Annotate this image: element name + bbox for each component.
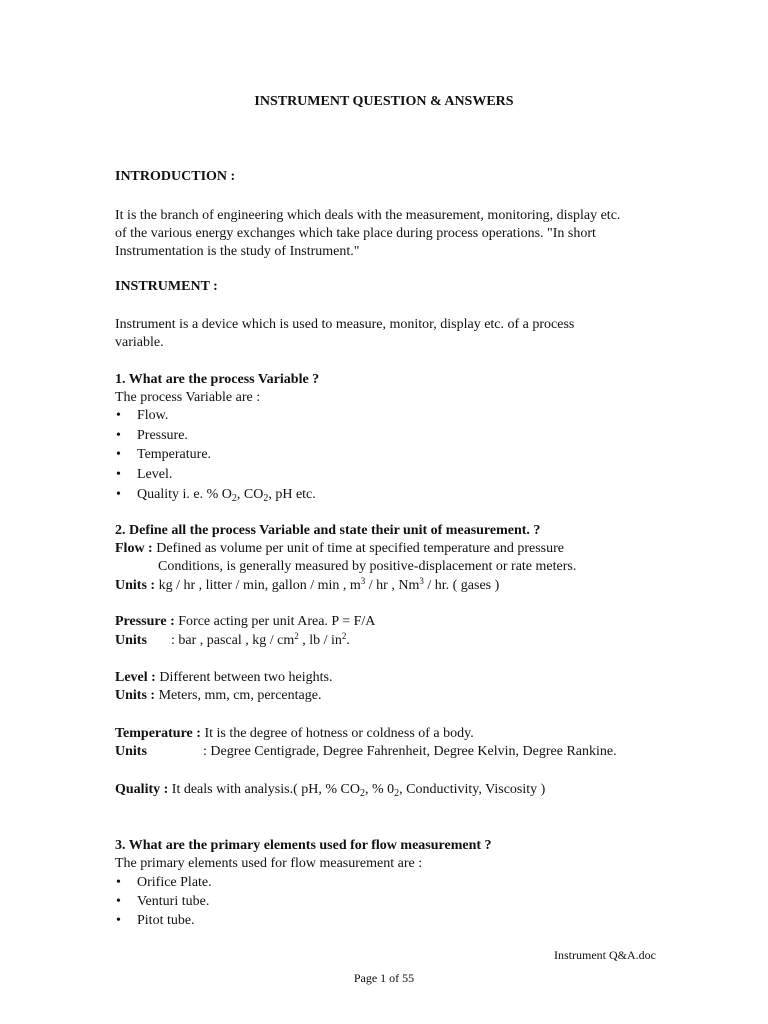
pressure-units-b: , lb / in [298, 633, 342, 648]
question-3: 3. What are the primary elements used for flow measurement ? [115, 838, 492, 853]
quality-definition [115, 781, 545, 799]
flow-definition-cont: Conditions, is generally measured by positive-displacement or rate meters. [158, 559, 577, 574]
bullet-icon: • [116, 875, 121, 890]
question-2: 2. Define all the process Variable and state their unit of measurement. ? [115, 523, 541, 538]
list-item: Venturi tube. [137, 894, 210, 909]
subscript: 2 [394, 788, 400, 799]
flow-units-label: Units : [115, 578, 156, 593]
q1-lead: The process Variable are : [115, 390, 261, 405]
instrument-line: Instrument is a device which is used to measure, monitor, display etc. of a process [115, 317, 575, 332]
instrument-line: variable. [115, 335, 164, 350]
bullet-icon: • [116, 913, 121, 928]
bullet-icon: • [116, 467, 121, 482]
list-item: Level. [137, 467, 173, 482]
bullet-icon: • [116, 428, 121, 443]
quality-label: Quality : [115, 782, 169, 797]
pressure-text: Force acting per unit Area. P = F/A [174, 614, 376, 629]
list-item: Temperature. [137, 447, 212, 462]
temperature-label: Temperature : [115, 726, 201, 741]
quality-mid: , CO [236, 487, 264, 502]
document-title: INSTRUMENT QUESTION & ANSWERS [254, 94, 514, 109]
temperature-text: It is the degree of hotness or coldness of a body. [200, 726, 474, 741]
level-units [115, 687, 321, 705]
bullet-icon: • [116, 894, 121, 909]
temperature-definition [115, 725, 474, 743]
subscript: 2 [359, 788, 365, 799]
level-text: Different between two heights. [155, 670, 333, 685]
temperature-units: : Degree Centigrade, Degree Fahrenheit, Degree Kelvin, Degree Rankine. [203, 744, 617, 759]
level-units-text: Meters, mm, cm, percentage. [155, 688, 322, 703]
flow-text: Defined as volume per unit of time at specified temperature and pressure [152, 541, 565, 556]
flow-units [115, 577, 499, 595]
level-definition [115, 669, 332, 687]
bullet-icon: • [116, 447, 121, 462]
pressure-units-c: . [346, 633, 350, 648]
quality-c: , Conductivity, Viscosity ) [399, 782, 546, 797]
flow-units-c: / hr. ( gases ) [423, 578, 500, 593]
level-units-label: Units : [115, 688, 156, 703]
question-1: 1. What are the process Variable ? [115, 372, 320, 387]
superscript: 2 [341, 631, 347, 641]
pressure-definition [115, 613, 375, 631]
pressure-units [171, 632, 350, 650]
superscript: 3 [360, 576, 366, 586]
quality-subscript: 2 [263, 493, 269, 504]
superscript: 3 [419, 576, 424, 586]
superscript: 2 [294, 631, 299, 641]
quality-a: It deals with analysis.( pH, % CO [168, 782, 360, 797]
flow-label: Flow : [115, 541, 153, 556]
flow-definition [115, 540, 564, 558]
intro-line: of the various energy exchanges which take place during process operations. "In short [115, 226, 596, 241]
flow-units-a: kg / hr , litter / min, gallon / min , m [155, 578, 361, 593]
intro-line: Instrumentation is the study of Instrument." [115, 244, 360, 259]
flow-units-b: / hr , Nm [365, 578, 420, 593]
intro-heading: INTRODUCTION : [115, 169, 236, 184]
list-item: Orifice Plate. [137, 875, 212, 890]
list-item: Pressure. [137, 428, 188, 443]
footer-filename: Instrument Q&A.doc [554, 948, 656, 962]
list-item: Pitot tube. [137, 913, 195, 928]
list-item: Flow. [137, 408, 169, 423]
quality-subscript: 2 [231, 493, 237, 504]
pressure-label: Pressure : [115, 614, 175, 629]
bullet-icon: • [116, 408, 121, 423]
pressure-units-a: : bar , pascal , kg / cm [171, 633, 295, 648]
pressure-units-label: Units [115, 633, 147, 648]
quality-suffix: , pH etc. [268, 487, 316, 502]
instrument-heading: INSTRUMENT : [115, 279, 218, 294]
intro-line: It is the branch of engineering which deals with the measurement, monitoring, display etc. [115, 208, 621, 223]
level-label: Level : [115, 670, 156, 685]
temperature-units-label: Units [115, 744, 147, 759]
q3-lead: The primary elements used for flow measurement are : [115, 856, 423, 871]
quality-prefix: Quality i. e. % O [137, 487, 232, 502]
quality-b: , % 0 [364, 782, 395, 797]
list-item-quality [137, 486, 316, 504]
bullet-icon: • [116, 487, 121, 502]
footer-page-number: Page 1 of 55 [353, 971, 415, 985]
